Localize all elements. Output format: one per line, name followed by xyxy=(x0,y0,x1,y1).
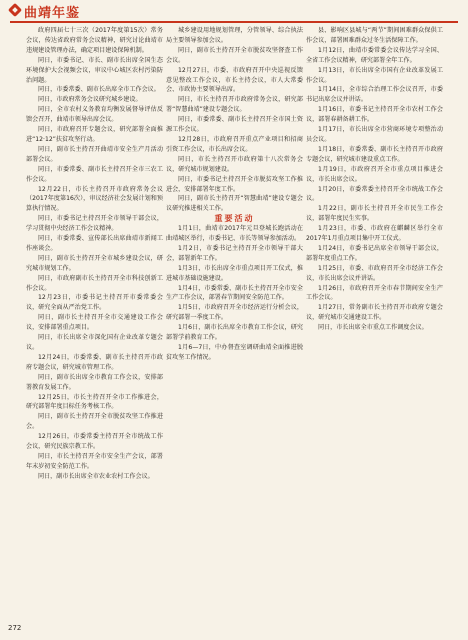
paragraph: 同日，全市农村义务教育均衡发展督导评估反馈会召开，曲靖市领导出席会议。 xyxy=(26,106,163,124)
paragraph: 12月22日，市长主持召开市政府常务会议（2017年度第16次），审议经济社会发展计划和预算执行情况。 xyxy=(26,185,163,213)
diamond-logo-icon xyxy=(8,3,22,17)
paragraph: 12月25日，市长主持召开全市工作推进会，研究部署年度目标任务考核工作。 xyxy=(26,393,163,411)
text-column-right xyxy=(306,26,443,626)
paragraph: 1月22日，副市长主持召开全市民生工作会议，部署年度民生实事。 xyxy=(306,205,443,223)
paragraph: 同日，市委书记主持召开全市脱贫攻坚工作推进会，安排部署年度工作。 xyxy=(166,175,303,193)
paragraph: 1月6日，副市长出席全市教育工作会议，研究部署学前教育工作。 xyxy=(166,324,303,342)
paragraph: 同日，市长主持召开市政府第十八次常务会议，研究城市规划建设。 xyxy=(166,155,303,173)
paragraph: 同日，副市长出席全市农业农村工作会议。 xyxy=(38,472,154,480)
paragraph: 同日，市长出席全市重点工作调度会议。 xyxy=(318,324,428,332)
paragraph: 1月4日，市委常委、副市长主持召开全市安全生产工作会议，部署春节期间安全防范工作。 xyxy=(166,284,303,302)
paragraph: 1月24日，市委书记出席全市领导干部会议，部署年度重点工作。 xyxy=(306,244,443,262)
paragraph: 1月27日，常务副市长主持召开市政府专题会议，研究城市交通建设工作。 xyxy=(306,304,443,322)
paragraph: 1月6—7日，中办督查室调研曲靖全面推进脱贫攻坚工作情况。 xyxy=(166,344,303,361)
paragraph: 1月12日，曲靖市委常委会议传达学习全国、全省工作会议精神，研究部署全年工作。 xyxy=(306,46,443,64)
paragraph: 1月5日，市政府召开全市经济运行分析会议，研究部署一季度工作。 xyxy=(166,304,303,322)
paragraph: 同日，副市长主持召开全市城乡建设会议，研究城市规划工作。 xyxy=(26,254,163,272)
paragraph: 同日，副市长主持召开全市交通建设工作会议，安排部署重点项目。 xyxy=(26,314,163,332)
paragraph: 同日，副市长主持召开“智慧曲靖”建设专题会议研究推进相关工作。 xyxy=(166,195,303,213)
text-column-left xyxy=(26,26,163,626)
paragraph: 1月16日，市委书记主持召开全市农村工作会议，部署春耕备耕工作。 xyxy=(306,106,443,124)
paragraph: 12月23日，市委书记主持召开市委常委会议，研究全面从严治党工作。 xyxy=(26,294,163,312)
paragraph: 1月19日，市政府召开全市重点项目推进会议，市长出席会议。 xyxy=(306,165,443,183)
paragraph: 同日，市政府常务会议研究城乡建设。 xyxy=(38,96,142,104)
paragraph: 同日，市委常委、副市长出席全市工作会议。 xyxy=(38,86,160,94)
paragraph: 1月1日，曲靖市2017年元旦登城长跑活动在曲靖城区举行，市委书记、市长等领导参加活动。 xyxy=(166,225,303,243)
paragraph: 1月3日，市长出席全市重点项目开工仪式，推进城市基础设施建设。 xyxy=(166,264,303,282)
paragraph: 1月2日，市委书记主持召开全市领导干部大会，部署新年工作。 xyxy=(166,244,303,262)
paragraph: 1月13日，市长出席全市国有企业改革发展工作会议。 xyxy=(306,66,443,84)
paragraph: 1月25日，市委、市政府召开全市经济工作会议，市长出席会议并讲话。 xyxy=(306,264,443,282)
page-number: 272 xyxy=(8,624,22,632)
paragraph: 同日，副市长主持召开全市脱贫攻坚督查工作会议。 xyxy=(166,46,303,64)
paragraph: 12月28日，市政府召开重点产业项目和招商引资工作会议，市长出席会议。 xyxy=(166,135,303,153)
book-title: 曲靖年鉴 xyxy=(24,6,81,21)
paragraph: 12月24日，市委常委、副市长主持召开市政府专题会议，研究城市管理工作。 xyxy=(26,353,163,371)
paragraph: 同日，副市长主持召开全市脱贫攻坚工作推进会。 xyxy=(26,413,163,431)
paragraph: 政府四届七十三次（2017年度第15次）常务会议，传达省政府常务会议精神，研究讨论曲靖市违规建设管理办法，确定项目建设保障机制。 xyxy=(26,27,163,54)
paragraph: 1月20日，市委常委主持召开全市统战工作会议。 xyxy=(306,185,443,203)
text-column-middle xyxy=(166,26,303,626)
paragraph: 同日，副市长出席全市教育工作会议，安排部署教育发展工作。 xyxy=(26,373,163,391)
paragraph: 同日，市委常委、宣传部长出席曲靖市新闻工作座谈会。 xyxy=(26,235,163,252)
paragraph: 同日，市长主持召开全市安全生产会议，部署年末岁初安全防范工作。 xyxy=(26,452,163,470)
section-heading: 重要活动 xyxy=(214,214,255,224)
paragraph: 同日，市委书记主持召开全市领导干部会议，学习贯彻中央经济工作会议精神。 xyxy=(26,215,163,233)
paragraph: 1月26日，市政府召开全市春节期间安全生产工作会议。 xyxy=(306,284,443,302)
paragraph: 城乡建设用地规划管理，分管领导、综合执法局主要领导参加会议。 xyxy=(166,27,303,44)
paragraph: 1月14日，全市综合治理工作会议召开，市委书记出席会议并讲话。 xyxy=(306,86,443,104)
paragraph: 县、影响区县城与“两节”期间困难群众保供工作会议，部署困难群众过冬生活保障工作。 xyxy=(306,27,443,44)
paragraph: 同日，市政府副市长主持召开全市科技创新工作会议。 xyxy=(26,274,163,292)
paragraph: 12月26日，市委常委主持召开全市统战工作会议，研究民族宗教工作。 xyxy=(26,433,163,451)
paragraph: 同日，市委常委、副市长主持召开全市国土资源工作会议。 xyxy=(166,116,303,134)
page-header xyxy=(0,0,468,22)
paragraph: 同日，副市长主持召开曲靖市安全生产月活动部署会议。 xyxy=(26,145,163,163)
header-rule xyxy=(10,21,458,23)
paragraph: 12月27日，市委、市政府召开中央巡视反馈意见整改工作会议，市长主持会议，市人大常委会、市政协主要领导出席。 xyxy=(166,66,303,94)
paragraph: 1月23日，市委、市政府在麒麟区举行全市2017年1月重点项目集中开工仪式。 xyxy=(306,225,443,243)
paragraph: 1月18日，市委常委、副市长主持召开市政府专题会议，研究城市建设重点工作。 xyxy=(306,145,443,163)
paragraph: 1月17日，市长出席全市营商环境专项整治动员会议。 xyxy=(306,126,443,143)
paragraph: 同日，市委书记、市长、副市长出席全国生态环境保护大会视频会议，审议中心城区农村污染防治问题。 xyxy=(26,56,163,84)
paragraph: 同日，市政府召开专题会议，研究部署全面推进“12·12”扶贫攻坚行动。 xyxy=(26,126,163,143)
paragraph: 同日，市委常委、副市长主持召开全市三农工作会议。 xyxy=(26,165,163,183)
paragraph: 同日，市长主持召开市政府常务会议，研究部署“智慧曲靖”建设专题会议。 xyxy=(166,96,303,114)
paragraph: 同日，市长出席全市深化国有企业改革专题会议。 xyxy=(26,334,163,351)
